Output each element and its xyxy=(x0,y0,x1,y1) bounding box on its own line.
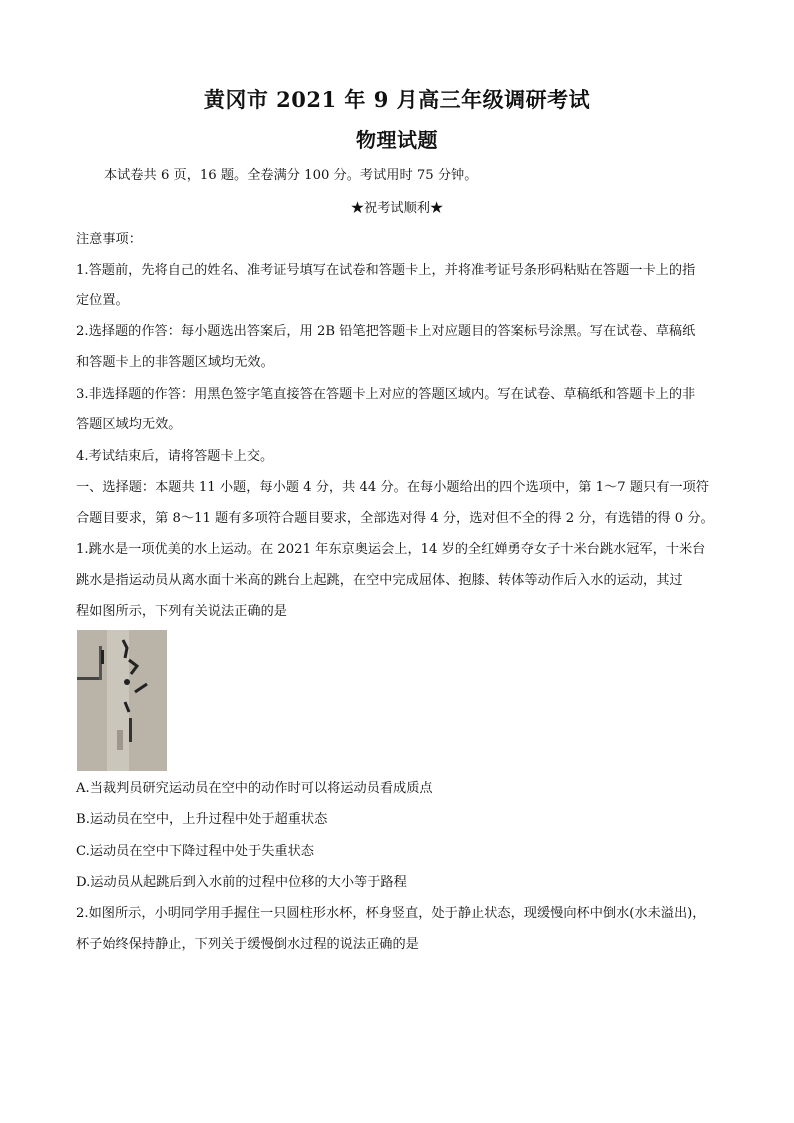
note-line: 1.答题前，先将自己的姓名、准考证号填写在试卷和答题卡上，并将准考证号条形码粘贴在答题一卡上的指 xyxy=(76,263,696,278)
section-instructions: 合题目要求，第 8～11 题有多项符合题目要求，全部选对得 4 分，选对但不全的得 2 分，有选错的得 0 分。 xyxy=(76,511,714,526)
section-instructions: 一、选择题：本题共 11 小题，每小题 4 分，共 44 分。在每小题给出的四个选项中，第 1～7 题只有一项符 xyxy=(76,480,709,495)
diver-sequence-image xyxy=(77,630,167,771)
option-a: A.当裁判员研究运动员在空中的动作时可以将运动员看成质点 xyxy=(76,781,433,796)
note-line: 和答题卡上的非答题区域均无效。 xyxy=(76,355,274,370)
question-2-stem: 杯子始终保持静止，下列关于缓慢倒水过程的说法正确的是 xyxy=(76,937,419,952)
exam-title: 黄冈市 2021 年 9 月高三年级调研考试 xyxy=(203,87,591,112)
option-d: D.运动员从起跳后到入水前的过程中位移的大小等于路程 xyxy=(76,875,407,890)
note-line: 定位置。 xyxy=(76,293,129,308)
question-1-stem: 1.跳水是一项优美的水上运动。在 2021 年东京奥运会上，14 岁的全红婵勇夺女子十米台跳水冠军，十米台 xyxy=(76,542,706,557)
subject-title: 物理试题 xyxy=(356,128,438,152)
diving-figure-photo xyxy=(77,630,167,771)
exam-info: 本试卷共 6 页，16 题。全卷满分 100 分。考试用时 75 分钟。 xyxy=(104,168,478,183)
option-c: C.运动员在空中下降过程中处于失重状态 xyxy=(76,844,314,859)
note-line: 2.选择题的作答：每小题选出答案后，用 2B 铅笔把答题卡上对应题目的答案标号涂黑。写在试卷、草稿纸 xyxy=(76,324,696,339)
note-line: 3.非选择题的作答：用黑色签字笔直接答在答题卡上对应的答题区域内。写在试卷、草稿纸和答题卡上的非 xyxy=(76,387,696,402)
question-1-stem: 跳水是指运动员从离水面十米高的跳台上起跳，在空中完成屈体、抱膝、转体等动作后入水的运动，其过 xyxy=(76,573,683,588)
question-2-stem: 2.如图所示，小明同学用手握住一只圆柱形水杯，杯身竖直，处于静止状态，现缓慢向杯中倒水(水未溢出)， xyxy=(76,906,706,921)
note-line: 答题区域均无效。 xyxy=(76,417,182,432)
notes-heading: 注意事项： xyxy=(76,232,142,247)
option-b: B.运动员在空中，上升过程中处于超重状态 xyxy=(76,812,328,827)
question-1-stem: 程如图所示，下列有关说法正确的是 xyxy=(76,604,287,619)
note-line: 4.考试结束后，请将答题卡上交。 xyxy=(76,449,274,464)
good-luck-line: ★祝考试顺利★ xyxy=(350,201,444,216)
